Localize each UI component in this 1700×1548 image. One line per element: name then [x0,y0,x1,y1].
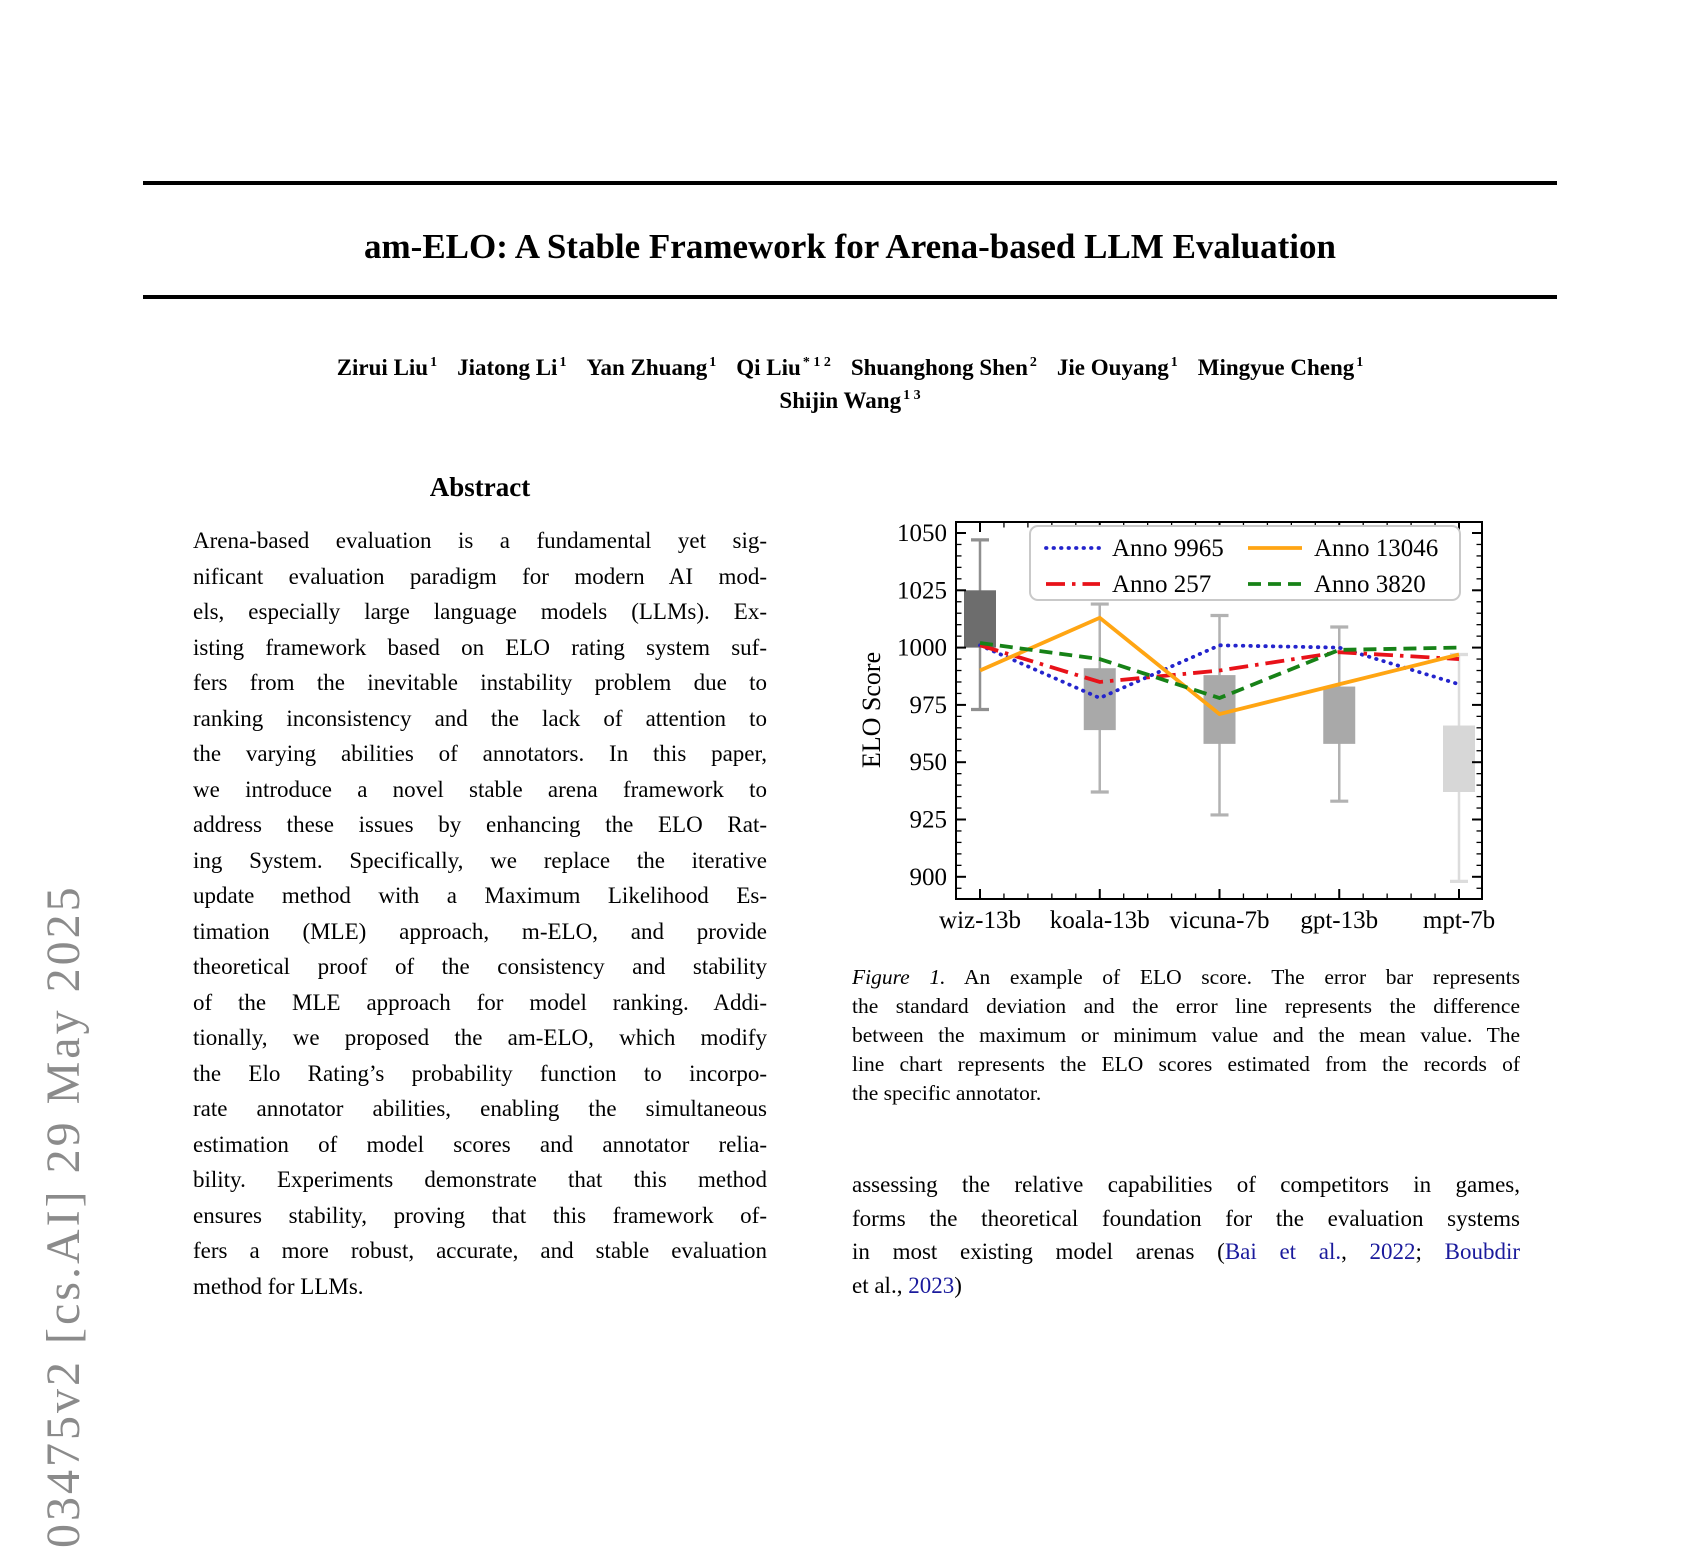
citation-link[interactable]: Boubdir [1444,1239,1520,1264]
abstract-line: ensures stability, proving that this framework of- [193,1202,767,1228]
intro-text: ; [1415,1239,1445,1264]
abstract-text [193,523,767,1304]
title-divider-bottom [143,295,1557,299]
y-tick-label: 1050 [897,520,947,547]
abstract-line: address these issues by enhancing the ELO Rat- [193,812,767,837]
y-axis-label: ELO Score [857,651,886,769]
abstract-line: bility. Experiments demonstrate that this method [193,1167,767,1192]
abstract-line: fers a more robust, accurate, and stable evaluation [193,1238,767,1263]
caption-line: Figure 1. An example of ELO score. The error bar represents [852,965,1520,989]
elo-score-figure [850,460,1530,960]
author-name: Shuanghong Shen $^2$ [850,355,1037,380]
std-box-gpt-13b [1323,687,1355,744]
author-affiliation-sup: 1 [559,355,567,371]
caption-line: between the maximum or minimum value and the mean value. The [852,1023,1520,1047]
legend-label: Anno 13046 [1314,535,1439,562]
author-affiliation-sup: 1 3 [903,388,921,404]
intro-text: forms the theoretical foundation for the evaluation systems [852,1205,1520,1231]
abstract-line: method for LLMs. [193,1273,364,1299]
abstract-line: the Elo Rating’s probability function to incorpo- [193,1060,767,1086]
elo-chart-svg [850,460,1530,960]
caption-line: the standard deviation and the error line represents the difference [852,994,1520,1018]
intro-line [852,1202,1520,1236]
x-tick-label: vicuna-7b [1169,907,1270,934]
intro-text: in most existing model arenas ( [852,1239,1225,1264]
intro-text: ) [954,1272,962,1298]
abstract-line: fers from the inevitable instability problem due to [193,670,767,695]
authors-line-1 [0,355,1700,381]
x-tick-label: mpt-7b [1422,907,1496,934]
author-affiliation-sup: 1 [709,355,717,371]
abstract-line: nificant evaluation paradigm for modern AI mod- [193,563,767,589]
citation-link[interactable]: 2023 [908,1272,955,1298]
authors-line-2 [0,388,1700,414]
author-name: Yan Zhuang $^1$ [586,355,717,380]
paper-title: am-ELO: A Stable Framework for Arena-based LLM Evaluation [364,227,1336,266]
citation-link[interactable]: Bai et al. [1224,1239,1342,1264]
title-divider-top [143,181,1557,185]
figure-label: Figure 1. [852,965,946,989]
abstract-line: rate annotator abilities, enabling the simultaneous [193,1096,767,1121]
y-tick-label: 950 [909,749,947,777]
author-affiliation-sup: 1 [430,355,438,371]
abstract-line: update method with a Maximum Likelihood Es- [193,883,767,908]
legend-label: Anno 257 [1112,571,1212,598]
author-name: Shijin Wang $^{1 3}$ [779,388,921,413]
x-tick-label: gpt-13b [1300,907,1379,934]
author-name: Jiatong Li $^1$ [457,355,567,380]
caption-line: the specific annotator. [852,1081,1042,1105]
abstract-line: estimation of model scores and annotator relia- [193,1131,767,1157]
intro-text: et al., [852,1272,909,1298]
intro-paragraph [852,1168,1520,1302]
legend-label: Anno 9965 [1112,535,1224,562]
intro-line [852,1235,1520,1269]
y-tick-label: 900 [909,863,947,891]
author-name: Qi Liu $^{* 1 2}$ [736,355,831,380]
intro-text: assessing the relative capabilities of competitors in games, [852,1172,1520,1197]
author-name: Mingyue Cheng $^1$ [1197,355,1364,380]
y-tick-label: 1025 [897,577,947,605]
abstract-line: the varying abilities of annotators. In this paper, [193,741,767,766]
author-affiliation-sup: * 1 2 [802,355,831,371]
y-tick-label: 975 [909,691,947,719]
arxiv-watermark: 03475v2 [cs.AI] 29 May 2025 [37,884,90,1548]
x-tick-label: koala-13b [1049,907,1150,934]
abstract-line: tionally, we proposed the am-ELO, which modify [193,1025,767,1050]
legend-label: Anno 3820 [1314,571,1426,598]
abstract-line: theoretical proof of the consistency and stability [193,954,767,979]
author-affiliation-sup: 1 [1170,355,1178,371]
citation-link[interactable]: 2022 [1369,1239,1416,1264]
author-affiliation-sup: 1 [1356,355,1364,371]
std-box-mpt-7b [1443,726,1475,792]
intro-line [852,1168,1520,1202]
std-box-wiz-13b [964,590,996,647]
intro-text: , [1341,1239,1370,1264]
abstract-heading: Abstract [429,472,531,502]
x-tick-label: wiz-13b [939,907,1021,934]
abstract-line: ing System. Specifically, we replace the iterative [193,847,767,873]
author-name: Jie Ouyang $^1$ [1056,355,1178,380]
abstract-line: els, especially large language models (LLMs). Ex- [193,599,767,624]
author-affiliation-sup: 2 [1029,355,1037,371]
y-tick-label: 925 [909,806,947,834]
figure-caption [852,963,1520,1108]
y-tick-label: 1000 [897,634,947,662]
intro-line [852,1269,1520,1303]
abstract-line: ranking inconsistency and the lack of attention to [193,705,767,731]
abstract-line: timation (MLE) approach, m-ELO, and provide [193,918,767,944]
caption-line: line chart represents the ELO scores estimated from the records of [852,1052,1520,1076]
abstract-line: we introduce a novel stable arena framework to [193,776,767,802]
abstract-line: isting framework based on ELO rating system suf- [193,634,767,660]
abstract-line: Arena-based evaluation is a fundamental yet sig- [193,528,767,553]
abstract-line: of the MLE approach for model ranking. Addi- [193,989,767,1015]
author-name: Zirui Liu $^1$ [336,355,438,380]
